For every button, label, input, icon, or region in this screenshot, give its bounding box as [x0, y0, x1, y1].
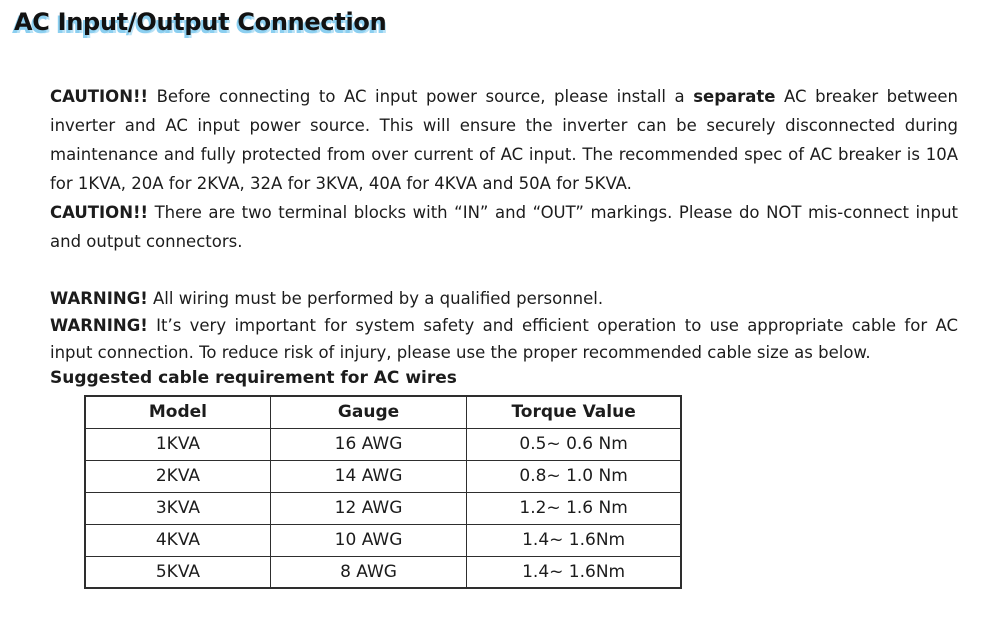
page-title: AC Input/Output Connection [14, 8, 387, 36]
warning-2-label: WARNING! [50, 316, 148, 335]
caution-1-text-after: AC breaker between inverter and AC input power source. This will ensure the inverter can be securely disconnected during maintenance and fully protected from over current of AC input. The recommended spec of AC breaker is 10A for 1KVA, 20A for 2KVA, 32A for 3KVA, 40A for 4KVA and 50A for 5KVA. [50, 87, 958, 193]
cell-gauge: 14 AWG [270, 460, 466, 492]
caution-1-bold-word: separate [693, 87, 776, 106]
warning-paragraph-2 [50, 312, 958, 366]
page-body [50, 82, 958, 589]
warning-1-label: WARNING! [50, 289, 148, 308]
warning-2-text: It’s very important for system safety and efficient operation to use appropriate cable for AC input connection. To reduce risk of injury, please use the proper recommended cable size as below. [50, 316, 958, 362]
caution-2-label: CAUTION!! [50, 203, 149, 222]
caution-2-text: There are two terminal blocks with “IN” and “OUT” markings. Please do NOT mis-connect input and output connectors. [50, 203, 958, 251]
cell-gauge: 10 AWG [270, 524, 466, 556]
cell-model: 5KVA [85, 556, 270, 588]
cell-gauge: 16 AWG [270, 428, 466, 460]
caution-paragraph-2 [50, 198, 958, 256]
cell-model: 1KVA [85, 428, 270, 460]
cell-torque: 1.4~ 1.6Nm [467, 524, 681, 556]
table-caption: Suggested cable requirement for AC wires [50, 368, 457, 388]
caution-1-text-before: Before connecting to AC input power source, please install a [148, 87, 694, 106]
cell-gauge: 8 AWG [270, 556, 466, 588]
header-gauge: Gauge [270, 396, 466, 428]
cell-model: 4KVA [85, 524, 270, 556]
cell-model: 3KVA [85, 492, 270, 524]
table-row [85, 492, 681, 524]
header-model: Model [85, 396, 270, 428]
cable-requirement-table [84, 395, 682, 589]
warning-section [50, 285, 958, 366]
cell-model: 2KVA [85, 460, 270, 492]
caution-1-label: CAUTION!! [50, 87, 149, 106]
table-header-row [85, 396, 681, 428]
cell-torque: 1.2~ 1.6 Nm [467, 492, 681, 524]
table-row [85, 460, 681, 492]
cell-gauge: 12 AWG [270, 492, 466, 524]
cell-torque: 1.4~ 1.6Nm [467, 556, 681, 588]
table-row [85, 556, 681, 588]
cell-torque: 0.5~ 0.6 Nm [467, 428, 681, 460]
table-row [85, 428, 681, 460]
cell-torque: 0.8~ 1.0 Nm [467, 460, 681, 492]
table-row [85, 524, 681, 556]
warning-paragraph-1 [50, 285, 958, 312]
header-torque: Torque Value [467, 396, 681, 428]
warning-1-text: All wiring must be performed by a qualified personnel. [147, 289, 604, 308]
caution-paragraph-1 [50, 82, 958, 198]
